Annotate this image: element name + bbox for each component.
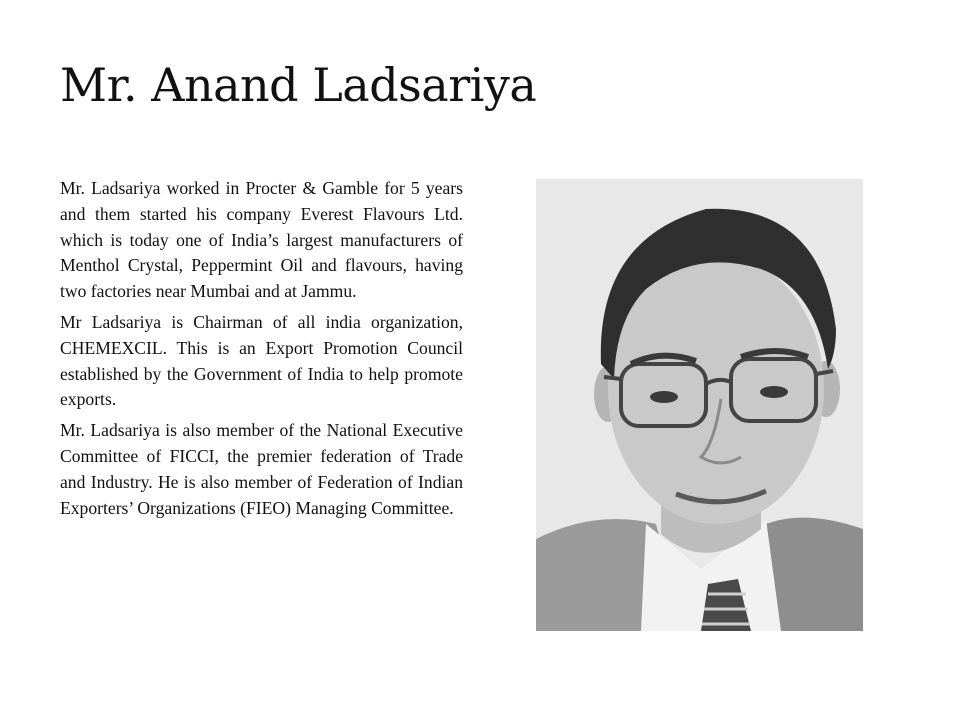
paragraph-career: Mr. Ladsariya worked in Procter & Gamble for 5 years and them started his company Everest Flavours Ltd. which is today one of India’s largest manufacturers of Menthol Crystal, Peppermint Oil and flavours, having two factories near Mumbai and at Jammu. <box>60 178 463 302</box>
portrait-photo <box>536 179 863 631</box>
paragraph-ficci: Mr. Ladsariya is also member of the National Executive Committee of FICCI, the premier federation of Trade and Industry. He is also member of Federation of Indian Exporters’ Organizations (FIEO) Managing Committee. <box>60 420 463 518</box>
slide-title: Mr. Anand Ladsariya <box>60 58 537 112</box>
paragraph-chemexcil: Mr Ladsariya is Chairman of all india organization, CHEMEXCIL. This is an Export Promotion Council established by the Government of India to help promote exports. <box>60 311 463 410</box>
portrait-image <box>536 179 863 631</box>
biography-text <box>60 176 463 526</box>
